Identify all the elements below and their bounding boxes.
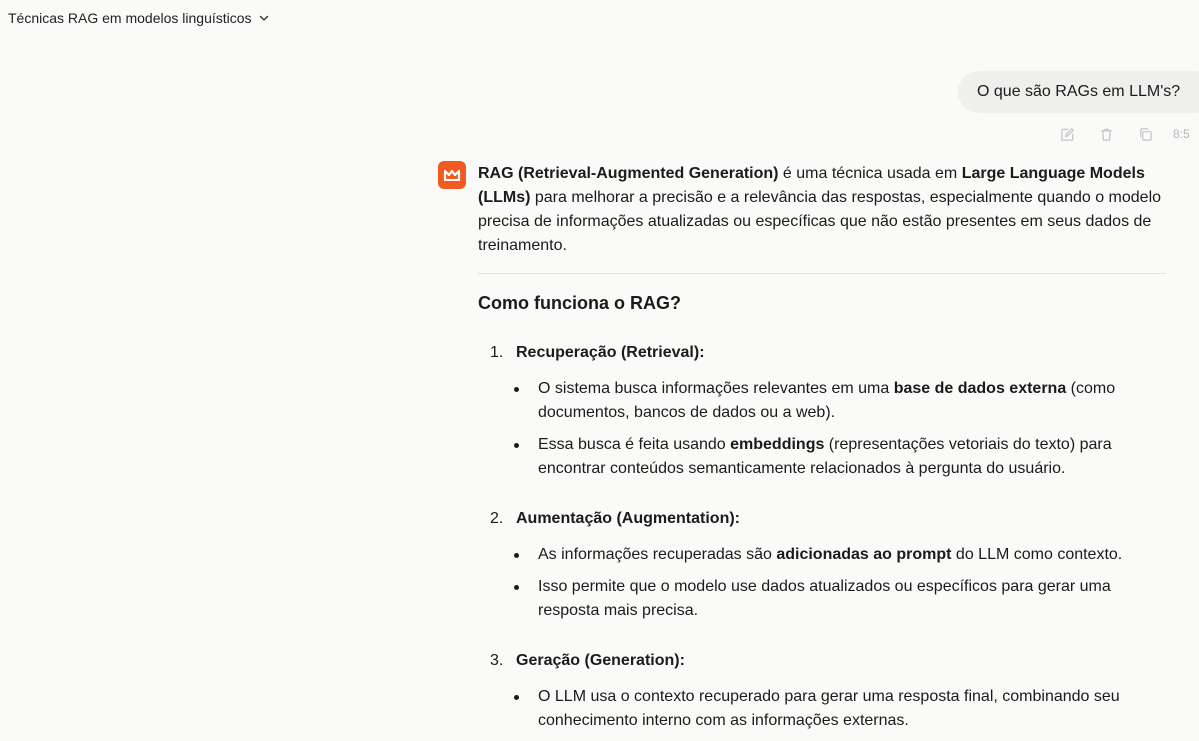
step-item — [478, 507, 1166, 623]
step-title: Recuperação (Retrieval): — [516, 344, 705, 361]
text-run: (representações vetoriais do texto) para encontrar conteúdos semanticamente relacionados à pergunta do usuário. — [538, 436, 1112, 477]
copy-icon[interactable] — [1138, 127, 1153, 142]
text-run: é uma técnica usada em — [778, 165, 962, 182]
step-title: Geração (Generation): — [516, 652, 685, 669]
step-number: 1. — [490, 344, 504, 361]
edit-icon[interactable] — [1060, 127, 1075, 142]
assistant-logo-icon — [443, 168, 461, 182]
step-number: 3. — [490, 652, 504, 669]
step-title: Aumentação (Augmentation): — [516, 510, 740, 527]
bold-text: base de dados externa — [893, 380, 1067, 397]
assistant-avatar — [438, 161, 466, 189]
text-run: O LLM usa o contexto recuperado para gerar uma resposta final, combinando seu conhecimento interno com as informações externas. — [538, 688, 1120, 729]
user-message-text: O que são RAGs em LLM's? — [977, 83, 1181, 100]
bold-text: embeddings — [730, 436, 825, 453]
section-heading: Como funciona o RAG? — [478, 293, 681, 313]
bold-text: Large Language Models (LLMs) — [478, 165, 1145, 206]
trash-icon[interactable] — [1099, 127, 1114, 142]
text-run: (como documentos, bancos de dados ou a web). — [538, 380, 1116, 421]
bullet-item — [538, 575, 1166, 623]
step-header — [478, 507, 1166, 531]
bullet-item — [538, 433, 1166, 481]
bullet-list — [478, 685, 1166, 733]
chat-title-dropdown[interactable] — [8, 9, 270, 27]
text-run: As informações recuperadas são — [538, 546, 777, 563]
bullet-list — [478, 377, 1166, 481]
chat-title: Técnicas RAG em modelos linguísticos — [8, 10, 252, 26]
step-header — [478, 649, 1166, 673]
user-message-bubble — [958, 71, 1199, 113]
response-intro — [478, 162, 1166, 258]
assistant-response — [478, 162, 1166, 741]
text-run: O sistema busca informações relevantes em uma — [538, 380, 894, 397]
steps-list — [478, 341, 1166, 733]
step-header — [478, 341, 1166, 365]
bold-text: RAG (Retrieval-Augmented Generation) — [478, 165, 779, 182]
step-item — [478, 341, 1166, 481]
bullet-item — [538, 685, 1166, 733]
bold-text: adicionadas ao prompt — [776, 546, 952, 563]
divider — [478, 273, 1166, 274]
chevron-down-icon — [258, 12, 270, 24]
message-timestamp: 8:5 — [1173, 127, 1190, 141]
step-item — [478, 649, 1166, 733]
user-message-actions — [1060, 124, 1190, 144]
step-number: 2. — [490, 510, 504, 527]
text-run: Isso permite que o modelo use dados atualizados ou específicos para gerar uma resposta mais precisa. — [538, 578, 1111, 619]
bullet-item — [538, 377, 1166, 425]
bullet-item — [538, 543, 1166, 567]
text-run: do LLM como contexto. — [951, 546, 1123, 563]
text-run: Essa busca é feita usando — [538, 436, 731, 453]
bullet-list — [478, 543, 1166, 623]
text-run: para melhorar a precisão e a relevância das respostas, especialmente quando o modelo precisa de informações atualizadas ou específicas que não estão presentes em seus dados de treinamento. — [478, 189, 1162, 254]
